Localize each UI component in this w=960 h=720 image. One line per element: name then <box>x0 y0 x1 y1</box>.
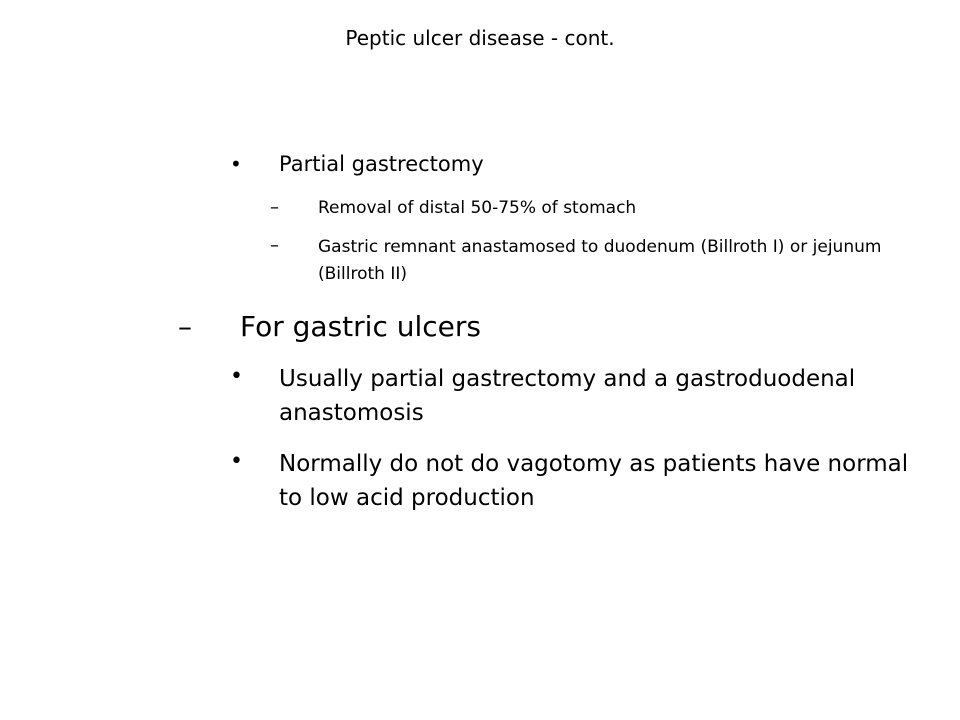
bullet-marker: • <box>230 364 243 389</box>
bullet-text: Partial gastrectomy <box>279 152 484 176</box>
bullet-text: Usually partial gastrectomy and a gastroduodenal anastomosis <box>279 366 856 426</box>
subitem-text: Removal of distal 50-75% of stomach <box>318 198 637 218</box>
dash-marker: – <box>178 310 192 343</box>
dash-marker: – <box>270 197 279 218</box>
bullet-marker: • <box>230 152 242 176</box>
dash-marker: – <box>270 235 279 256</box>
heading-text: For gastric ulcers <box>240 310 481 343</box>
bullet-text: Normally do not do vagotomy as patients have normal to low acid production <box>279 451 909 511</box>
slide-title: Peptic ulcer disease - cont. <box>345 26 615 50</box>
bullet-marker: • <box>230 449 243 474</box>
subitem-text: Gastric remnant anastamosed to duodenum (Billroth I) or jejunum (Billroth II) <box>318 237 882 284</box>
